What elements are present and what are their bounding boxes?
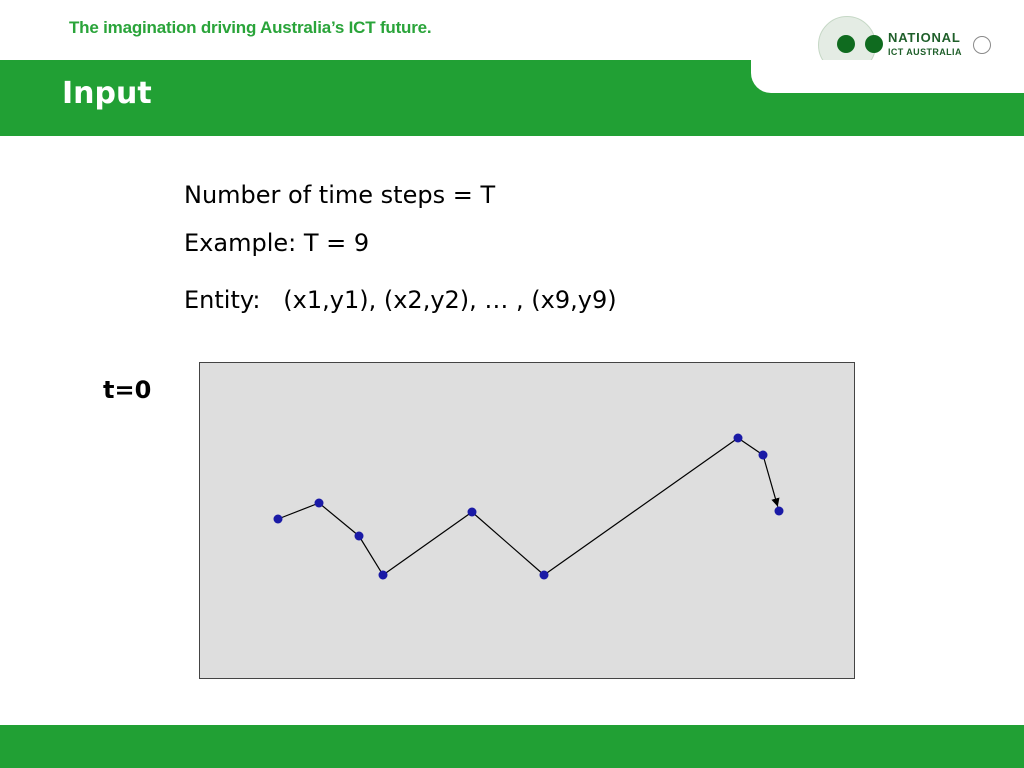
trajectory-point [355, 532, 364, 541]
trajectory-point [734, 434, 743, 443]
trajectory-point [379, 571, 388, 580]
logo-text-ict-australia: ICT AUSTRALIA [888, 47, 962, 57]
footer-band [0, 725, 1024, 768]
logo-dot [865, 35, 883, 53]
bullet-time-steps: Number of time steps = T [184, 181, 496, 209]
bullet-example: Example: T = 9 [184, 229, 370, 257]
slide-title: Input [62, 76, 152, 111]
trajectory-point [759, 451, 768, 460]
logo-dot [837, 35, 855, 53]
trajectory-diagram [199, 362, 855, 679]
trajectory-point [315, 499, 324, 508]
logo-dot [973, 36, 991, 54]
title-band-notch [751, 60, 1024, 93]
trajectory-point [274, 515, 283, 524]
trajectory-point [540, 571, 549, 580]
logo-text-national: NATIONAL [888, 30, 961, 45]
diagram-background [200, 363, 855, 679]
time-step-label: t=0 [103, 376, 152, 404]
bullet-entity: Entity: (x1,y1), (x2,y2), … , (x9,y9) [184, 286, 617, 314]
trajectory-point [775, 507, 784, 516]
trajectory-point [468, 508, 477, 517]
tagline: The imagination driving Australia’s ICT future. [69, 18, 432, 37]
